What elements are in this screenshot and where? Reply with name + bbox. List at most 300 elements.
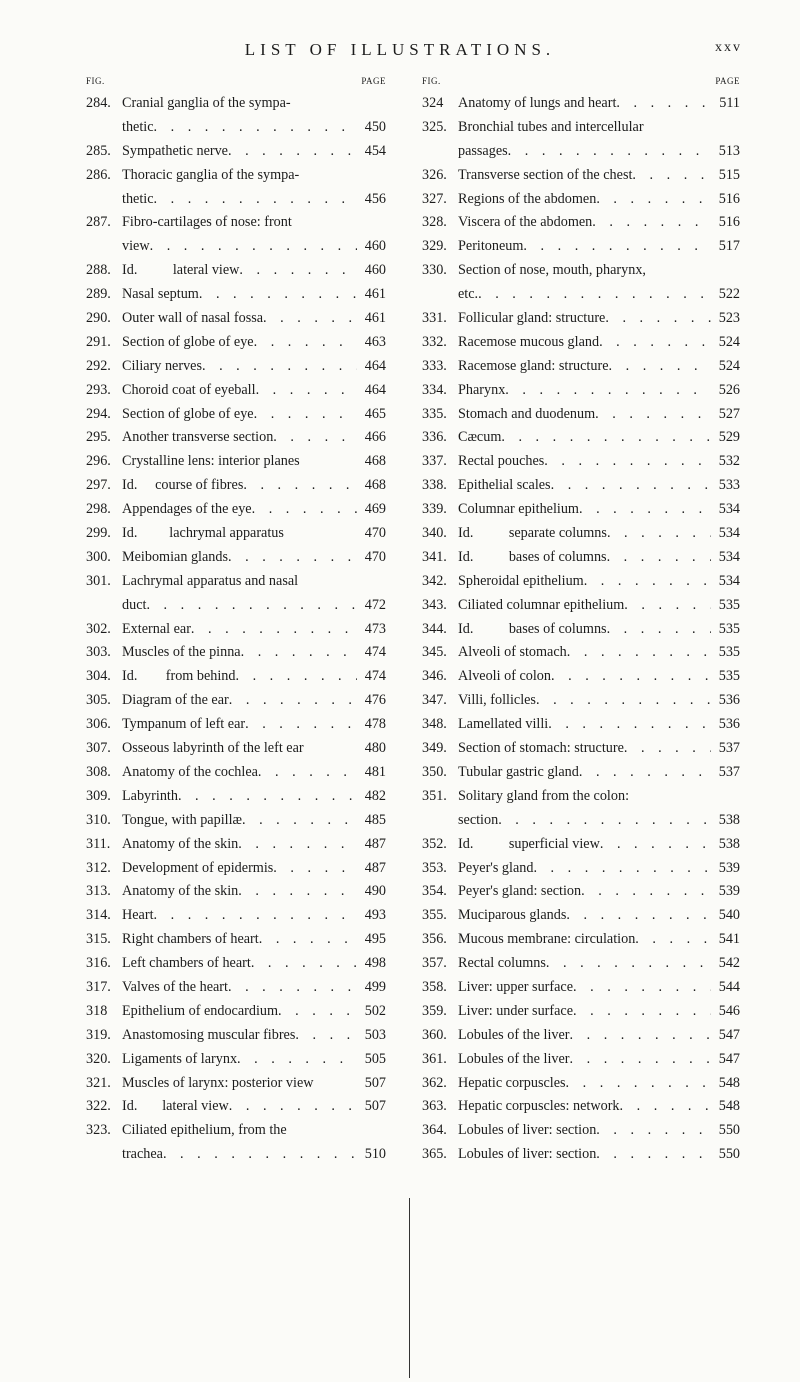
figure-number: 329. xyxy=(422,238,447,255)
entry-title: Ligaments of larynx xyxy=(122,1050,238,1067)
fig-label: FIG. xyxy=(86,76,105,86)
entry-line xyxy=(422,857,740,881)
entry-line xyxy=(86,928,386,952)
page-ref: 469 xyxy=(364,501,386,518)
entry-line xyxy=(422,952,740,976)
entry-line xyxy=(86,594,386,618)
entry-line xyxy=(86,809,386,833)
entry-title: Id. superficial view xyxy=(458,835,600,852)
leader-dots xyxy=(570,1024,712,1048)
leader-dots xyxy=(242,809,357,833)
entry-title: Anastomosing muscular fibres xyxy=(122,1026,296,1043)
list-item xyxy=(422,880,740,904)
list-item xyxy=(422,713,740,737)
leader-dots xyxy=(235,665,357,689)
entry-line xyxy=(86,211,386,235)
list-item xyxy=(422,235,740,259)
entry-title: Cæcum xyxy=(458,429,502,446)
entry-title: Hepatic corpuscles xyxy=(458,1074,566,1091)
entry-line xyxy=(422,570,740,594)
entry-line xyxy=(86,498,386,522)
entry-line xyxy=(422,426,740,450)
entry-title: Id. course of fibres xyxy=(122,477,244,494)
entry-line xyxy=(86,737,386,761)
list-item xyxy=(86,1024,386,1048)
entry-title: Muscles of the pinna xyxy=(122,644,241,661)
entry-title: Id. lachrymal apparatus xyxy=(122,525,284,542)
figure-number: 311. xyxy=(86,835,111,852)
leader-dots xyxy=(551,665,711,689)
entry-title: Alveoli of stomach xyxy=(458,644,567,661)
list-item xyxy=(422,641,740,665)
page-ref: 507 xyxy=(364,1074,386,1091)
entry-title: Peyer's gland xyxy=(458,859,534,876)
leader-dots xyxy=(579,761,711,785)
entry-line xyxy=(422,450,740,474)
entry-title: Id. from behind xyxy=(122,668,236,685)
entry-line xyxy=(86,283,386,307)
page-ref: 465 xyxy=(364,405,386,422)
right-column xyxy=(422,76,740,1167)
leader-dots xyxy=(605,307,711,331)
entry-line xyxy=(422,1000,740,1024)
list-item xyxy=(86,689,386,713)
entry-title: Mucous membrane: circulation xyxy=(458,931,636,948)
list-item xyxy=(86,785,386,809)
running-head: LIST OF ILLUSTRATIONS. xyxy=(244,40,556,59)
entry-title: Stomach and duodenum xyxy=(458,405,596,422)
leader-dots xyxy=(573,976,711,1000)
page-ref: 547 xyxy=(718,1050,740,1067)
entry-line xyxy=(86,1072,386,1096)
leader-dots xyxy=(273,426,357,450)
leader-dots xyxy=(154,904,357,928)
list-item xyxy=(422,307,740,331)
figure-number: 333. xyxy=(422,357,447,374)
figure-number: 336. xyxy=(422,429,447,446)
entry-line xyxy=(422,880,740,904)
leader-dots xyxy=(295,1024,357,1048)
page-ref: 487 xyxy=(364,835,386,852)
entry-title: Regions of the abdomen xyxy=(458,190,597,207)
list-item xyxy=(86,570,386,618)
page-ref: 478 xyxy=(364,716,386,733)
figure-number: 357. xyxy=(422,955,447,972)
leader-dots xyxy=(599,331,711,355)
page-ref: 534 xyxy=(718,548,740,565)
page-number: xxv xyxy=(715,40,742,55)
list-item xyxy=(86,331,386,355)
leader-dots xyxy=(566,1072,711,1096)
page-ref: 472 xyxy=(364,596,386,613)
page-ref: 517 xyxy=(718,238,740,255)
list-item xyxy=(422,1143,740,1167)
list-item xyxy=(422,570,740,594)
entry-line xyxy=(422,1095,740,1119)
leader-dots xyxy=(154,116,357,140)
figure-number: 294. xyxy=(86,405,111,422)
leader-dots xyxy=(607,522,711,546)
list-item xyxy=(86,403,386,427)
page-ref: 461 xyxy=(364,286,386,303)
figure-number: 352. xyxy=(422,835,447,852)
entry-line xyxy=(422,1048,740,1072)
page-ref: 503 xyxy=(364,1026,386,1043)
list-item xyxy=(422,976,740,1000)
list-item xyxy=(422,474,740,498)
leader-dots xyxy=(581,880,711,904)
page-ref: 539 xyxy=(718,859,740,876)
entry-line xyxy=(86,618,386,642)
list-item xyxy=(422,164,740,188)
entry-title: Fibro-cartilages of nose: front xyxy=(122,214,292,231)
figure-number: 349. xyxy=(422,740,447,757)
entry-title: Alveoli of colon xyxy=(458,668,551,685)
list-item xyxy=(86,880,386,904)
entry-line xyxy=(86,1095,386,1119)
page-label: PAGE xyxy=(715,76,740,86)
entry-line xyxy=(422,833,740,857)
figure-number: 338. xyxy=(422,477,447,494)
page-ref: 470 xyxy=(364,548,386,565)
entry-line xyxy=(422,1143,740,1167)
leader-dots xyxy=(229,689,357,713)
leader-dots xyxy=(620,1095,711,1119)
list-item xyxy=(86,1072,386,1096)
entry-title: Peyer's gland: section xyxy=(458,883,582,900)
entry-title: duct xyxy=(122,596,147,613)
left-column xyxy=(86,76,386,1167)
figure-number: 326. xyxy=(422,166,447,183)
figure-number: 346. xyxy=(422,668,447,685)
entry-line xyxy=(422,1119,740,1143)
leader-dots xyxy=(228,546,357,570)
leader-dots xyxy=(607,618,711,642)
entry-title: Outer wall of nasal fossa xyxy=(122,310,264,327)
page-ref: 513 xyxy=(718,142,740,159)
entry-title: Liver: upper surface xyxy=(458,978,574,995)
right-column-header xyxy=(422,76,740,92)
figure-number: 361. xyxy=(422,1050,447,1067)
page-ref: 463 xyxy=(364,333,386,350)
page-ref: 485 xyxy=(364,811,386,828)
page-ref: 473 xyxy=(364,620,386,637)
entry-line xyxy=(422,140,740,164)
entry-title: Anatomy of the cochlea xyxy=(122,763,258,780)
page-ref: 526 xyxy=(718,381,740,398)
page-ref: 534 xyxy=(718,572,740,589)
page-ref: 482 xyxy=(364,787,386,804)
figure-number: 360. xyxy=(422,1026,447,1043)
entry-line xyxy=(422,928,740,952)
leader-dots xyxy=(505,379,711,403)
page-ref: 502 xyxy=(364,1002,386,1019)
entry-title: Hepatic corpuscles: network xyxy=(458,1098,620,1115)
leader-dots xyxy=(228,140,357,164)
list-item xyxy=(422,665,740,689)
leader-dots xyxy=(241,641,357,665)
leader-dots xyxy=(592,211,711,235)
entry-line xyxy=(86,641,386,665)
leader-dots xyxy=(595,403,711,427)
entry-line xyxy=(86,188,386,212)
leader-dots xyxy=(252,498,357,522)
entry-line xyxy=(86,331,386,355)
list-item xyxy=(86,737,386,761)
figure-number: 347. xyxy=(422,692,447,709)
page-ref: 464 xyxy=(364,357,386,374)
page-ref: 460 xyxy=(364,262,386,279)
list-item xyxy=(86,809,386,833)
entry-title: Id. lateral view xyxy=(122,262,240,279)
figure-number: 295. xyxy=(86,429,111,446)
left-column-header xyxy=(86,76,386,92)
entry-title: thetic xyxy=(122,190,154,207)
page-ref: 548 xyxy=(718,1098,740,1115)
page-ref: 522 xyxy=(718,286,740,303)
figure-number: 312. xyxy=(86,859,111,876)
list-item xyxy=(86,665,386,689)
page-ref: 538 xyxy=(718,811,740,828)
page-ref: 533 xyxy=(718,477,740,494)
figure-number: 319. xyxy=(86,1026,111,1043)
entry-title: Cranial ganglia of the sympa- xyxy=(122,95,291,111)
figure-number: 309. xyxy=(86,787,111,804)
entry-title: Right chambers of heart xyxy=(122,931,259,948)
figure-number: 287. xyxy=(86,214,111,231)
page-ref: 456 xyxy=(364,190,386,207)
figure-number: 289. xyxy=(86,286,111,303)
list-item xyxy=(422,188,740,212)
page-ref: 547 xyxy=(718,1026,740,1043)
figure-number: 340. xyxy=(422,525,447,542)
list-item xyxy=(422,1024,740,1048)
entry-line xyxy=(422,809,740,833)
list-item xyxy=(422,618,740,642)
figure-number: 288. xyxy=(86,262,111,279)
leader-dots xyxy=(243,474,357,498)
entry-title: Lobules of the liver xyxy=(458,1050,570,1067)
leader-dots xyxy=(544,450,711,474)
list-item xyxy=(422,928,740,952)
page-ref: 490 xyxy=(364,883,386,900)
entry-title: Lachrymal apparatus and nasal xyxy=(122,572,299,589)
column-divider xyxy=(409,1198,410,1378)
list-item xyxy=(422,785,740,833)
page-ref: 537 xyxy=(718,740,740,757)
leader-dots xyxy=(523,235,711,259)
figure-number: 291. xyxy=(86,333,111,350)
entry-line xyxy=(86,307,386,331)
entry-line xyxy=(422,211,740,235)
list-item xyxy=(86,833,386,857)
list-item xyxy=(86,498,386,522)
entry-title: Liver: under surface xyxy=(458,1002,574,1019)
page-ref: 535 xyxy=(718,620,740,637)
page-ref: 466 xyxy=(364,429,386,446)
list-item xyxy=(86,976,386,1000)
figure-number: 286. xyxy=(86,166,111,183)
leader-dots xyxy=(570,1048,712,1072)
right-entry-list xyxy=(422,92,740,1167)
list-item xyxy=(86,164,386,212)
page-ref: 523 xyxy=(718,310,740,327)
page-ref: 464 xyxy=(364,381,386,398)
entry-title: Ciliated epithelium, from the xyxy=(122,1122,287,1139)
entry-line xyxy=(86,450,386,474)
figure-number: 306. xyxy=(86,716,111,733)
figure-number: 293. xyxy=(86,381,111,398)
entry-line xyxy=(86,904,386,928)
list-item xyxy=(86,761,386,785)
page-ref: 539 xyxy=(718,883,740,900)
entry-line xyxy=(86,1119,386,1143)
entry-line xyxy=(86,164,386,188)
entry-line xyxy=(86,665,386,689)
list-item xyxy=(422,522,740,546)
entry-line xyxy=(86,833,386,857)
entry-title: Tubular gastric gland xyxy=(458,763,579,780)
page-ref: 542 xyxy=(718,955,740,972)
figure-number: 316. xyxy=(86,955,111,972)
entry-line xyxy=(86,235,386,259)
page-ref: 454 xyxy=(364,142,386,159)
page-ref: 550 xyxy=(718,1122,740,1139)
list-item xyxy=(86,857,386,881)
entry-line xyxy=(422,259,740,283)
entry-line xyxy=(422,331,740,355)
figure-number: 297. xyxy=(86,477,111,494)
leader-dots xyxy=(533,857,711,881)
entry-line xyxy=(422,976,740,1000)
entry-title: Heart xyxy=(122,907,154,924)
leader-dots xyxy=(616,92,711,116)
list-item xyxy=(422,1072,740,1096)
leader-dots xyxy=(584,570,711,594)
page-ref: 524 xyxy=(718,333,740,350)
entry-title: Anatomy of lungs and heart xyxy=(458,95,617,111)
entry-title: section xyxy=(458,811,499,828)
leader-dots xyxy=(146,594,357,618)
list-item xyxy=(86,355,386,379)
left-entry-list xyxy=(86,92,386,1167)
entry-line xyxy=(422,403,740,427)
figure-number: 364. xyxy=(422,1122,447,1139)
list-item xyxy=(422,1119,740,1143)
page-ref: 537 xyxy=(718,763,740,780)
figure-number: 358. xyxy=(422,978,447,995)
list-item xyxy=(86,92,386,140)
entry-title: Anatomy of the skin xyxy=(122,883,239,900)
figure-number: 362. xyxy=(422,1074,447,1091)
entry-line xyxy=(422,761,740,785)
list-item xyxy=(422,450,740,474)
figure-number: 315. xyxy=(86,931,111,948)
figure-number: 331. xyxy=(422,310,447,327)
leader-dots xyxy=(254,403,357,427)
figure-number: 344. xyxy=(422,620,447,637)
list-item xyxy=(86,1095,386,1119)
figure-number: 334. xyxy=(422,381,447,398)
list-item xyxy=(422,833,740,857)
entry-line xyxy=(422,92,740,116)
page-ref: 546 xyxy=(718,1002,740,1019)
page-ref: 540 xyxy=(718,907,740,924)
figure-number: 321. xyxy=(86,1074,111,1091)
entry-line xyxy=(86,952,386,976)
entry-line xyxy=(422,355,740,379)
figure-number: 318 xyxy=(86,1002,108,1019)
leader-dots xyxy=(150,235,357,259)
leader-dots xyxy=(202,355,357,379)
figure-number: 356. xyxy=(422,931,447,948)
figure-number: 363. xyxy=(422,1098,447,1115)
list-item xyxy=(422,594,740,618)
entry-title: Meibomian glands xyxy=(122,548,228,565)
entry-title: Section of nose, mouth, pharynx, xyxy=(458,262,646,279)
list-item xyxy=(422,211,740,235)
entry-title: Lobules of liver: section xyxy=(458,1122,597,1139)
figure-number: 301. xyxy=(86,572,111,589)
entry-title: Section of globe of eye xyxy=(122,333,254,350)
entry-line xyxy=(86,355,386,379)
entry-title: view xyxy=(122,238,150,255)
entry-title: Racemose mucous gland xyxy=(458,333,600,350)
page-ref: 536 xyxy=(718,716,740,733)
page-ref: 468 xyxy=(364,477,386,494)
leader-dots xyxy=(567,641,711,665)
list-item xyxy=(86,618,386,642)
figure-number: 299. xyxy=(86,525,111,542)
entry-line xyxy=(422,1024,740,1048)
leader-dots xyxy=(229,1095,357,1119)
entry-line xyxy=(86,880,386,904)
entry-title: Lobules of liver: section xyxy=(458,1146,597,1163)
entry-title: Choroid coat of eyeball xyxy=(122,381,256,398)
entry-line xyxy=(422,689,740,713)
figure-number: 337. xyxy=(422,453,447,470)
entry-line xyxy=(86,522,386,546)
figure-number: 322. xyxy=(86,1098,111,1115)
page-ref: 527 xyxy=(718,405,740,422)
list-item xyxy=(422,546,740,570)
leader-dots xyxy=(624,594,711,618)
list-item xyxy=(422,761,740,785)
entry-line xyxy=(422,713,740,737)
entry-title: Solitary gland from the colon: xyxy=(458,787,630,804)
entry-line xyxy=(422,737,740,761)
entry-line xyxy=(422,164,740,188)
leader-dots xyxy=(478,283,711,307)
page-ref: 493 xyxy=(364,907,386,924)
figure-number: 327. xyxy=(422,190,447,207)
figure-number: 300. xyxy=(86,548,111,565)
list-item xyxy=(86,140,386,164)
page-ref: 495 xyxy=(364,931,386,948)
list-item xyxy=(422,952,740,976)
entry-title: Anatomy of the skin xyxy=(122,835,239,852)
entry-title: Diagram of the ear xyxy=(122,692,229,709)
entry-line xyxy=(86,403,386,427)
leader-dots xyxy=(154,188,357,212)
list-item xyxy=(422,1000,740,1024)
page-ref: 516 xyxy=(718,190,740,207)
figure-number: 313. xyxy=(86,883,111,900)
entry-title: Pharynx xyxy=(458,381,506,398)
entry-title: Ciliary nerves xyxy=(122,357,202,374)
entry-title: Follicular gland: structure xyxy=(458,310,606,327)
page-ref: 535 xyxy=(718,596,740,613)
